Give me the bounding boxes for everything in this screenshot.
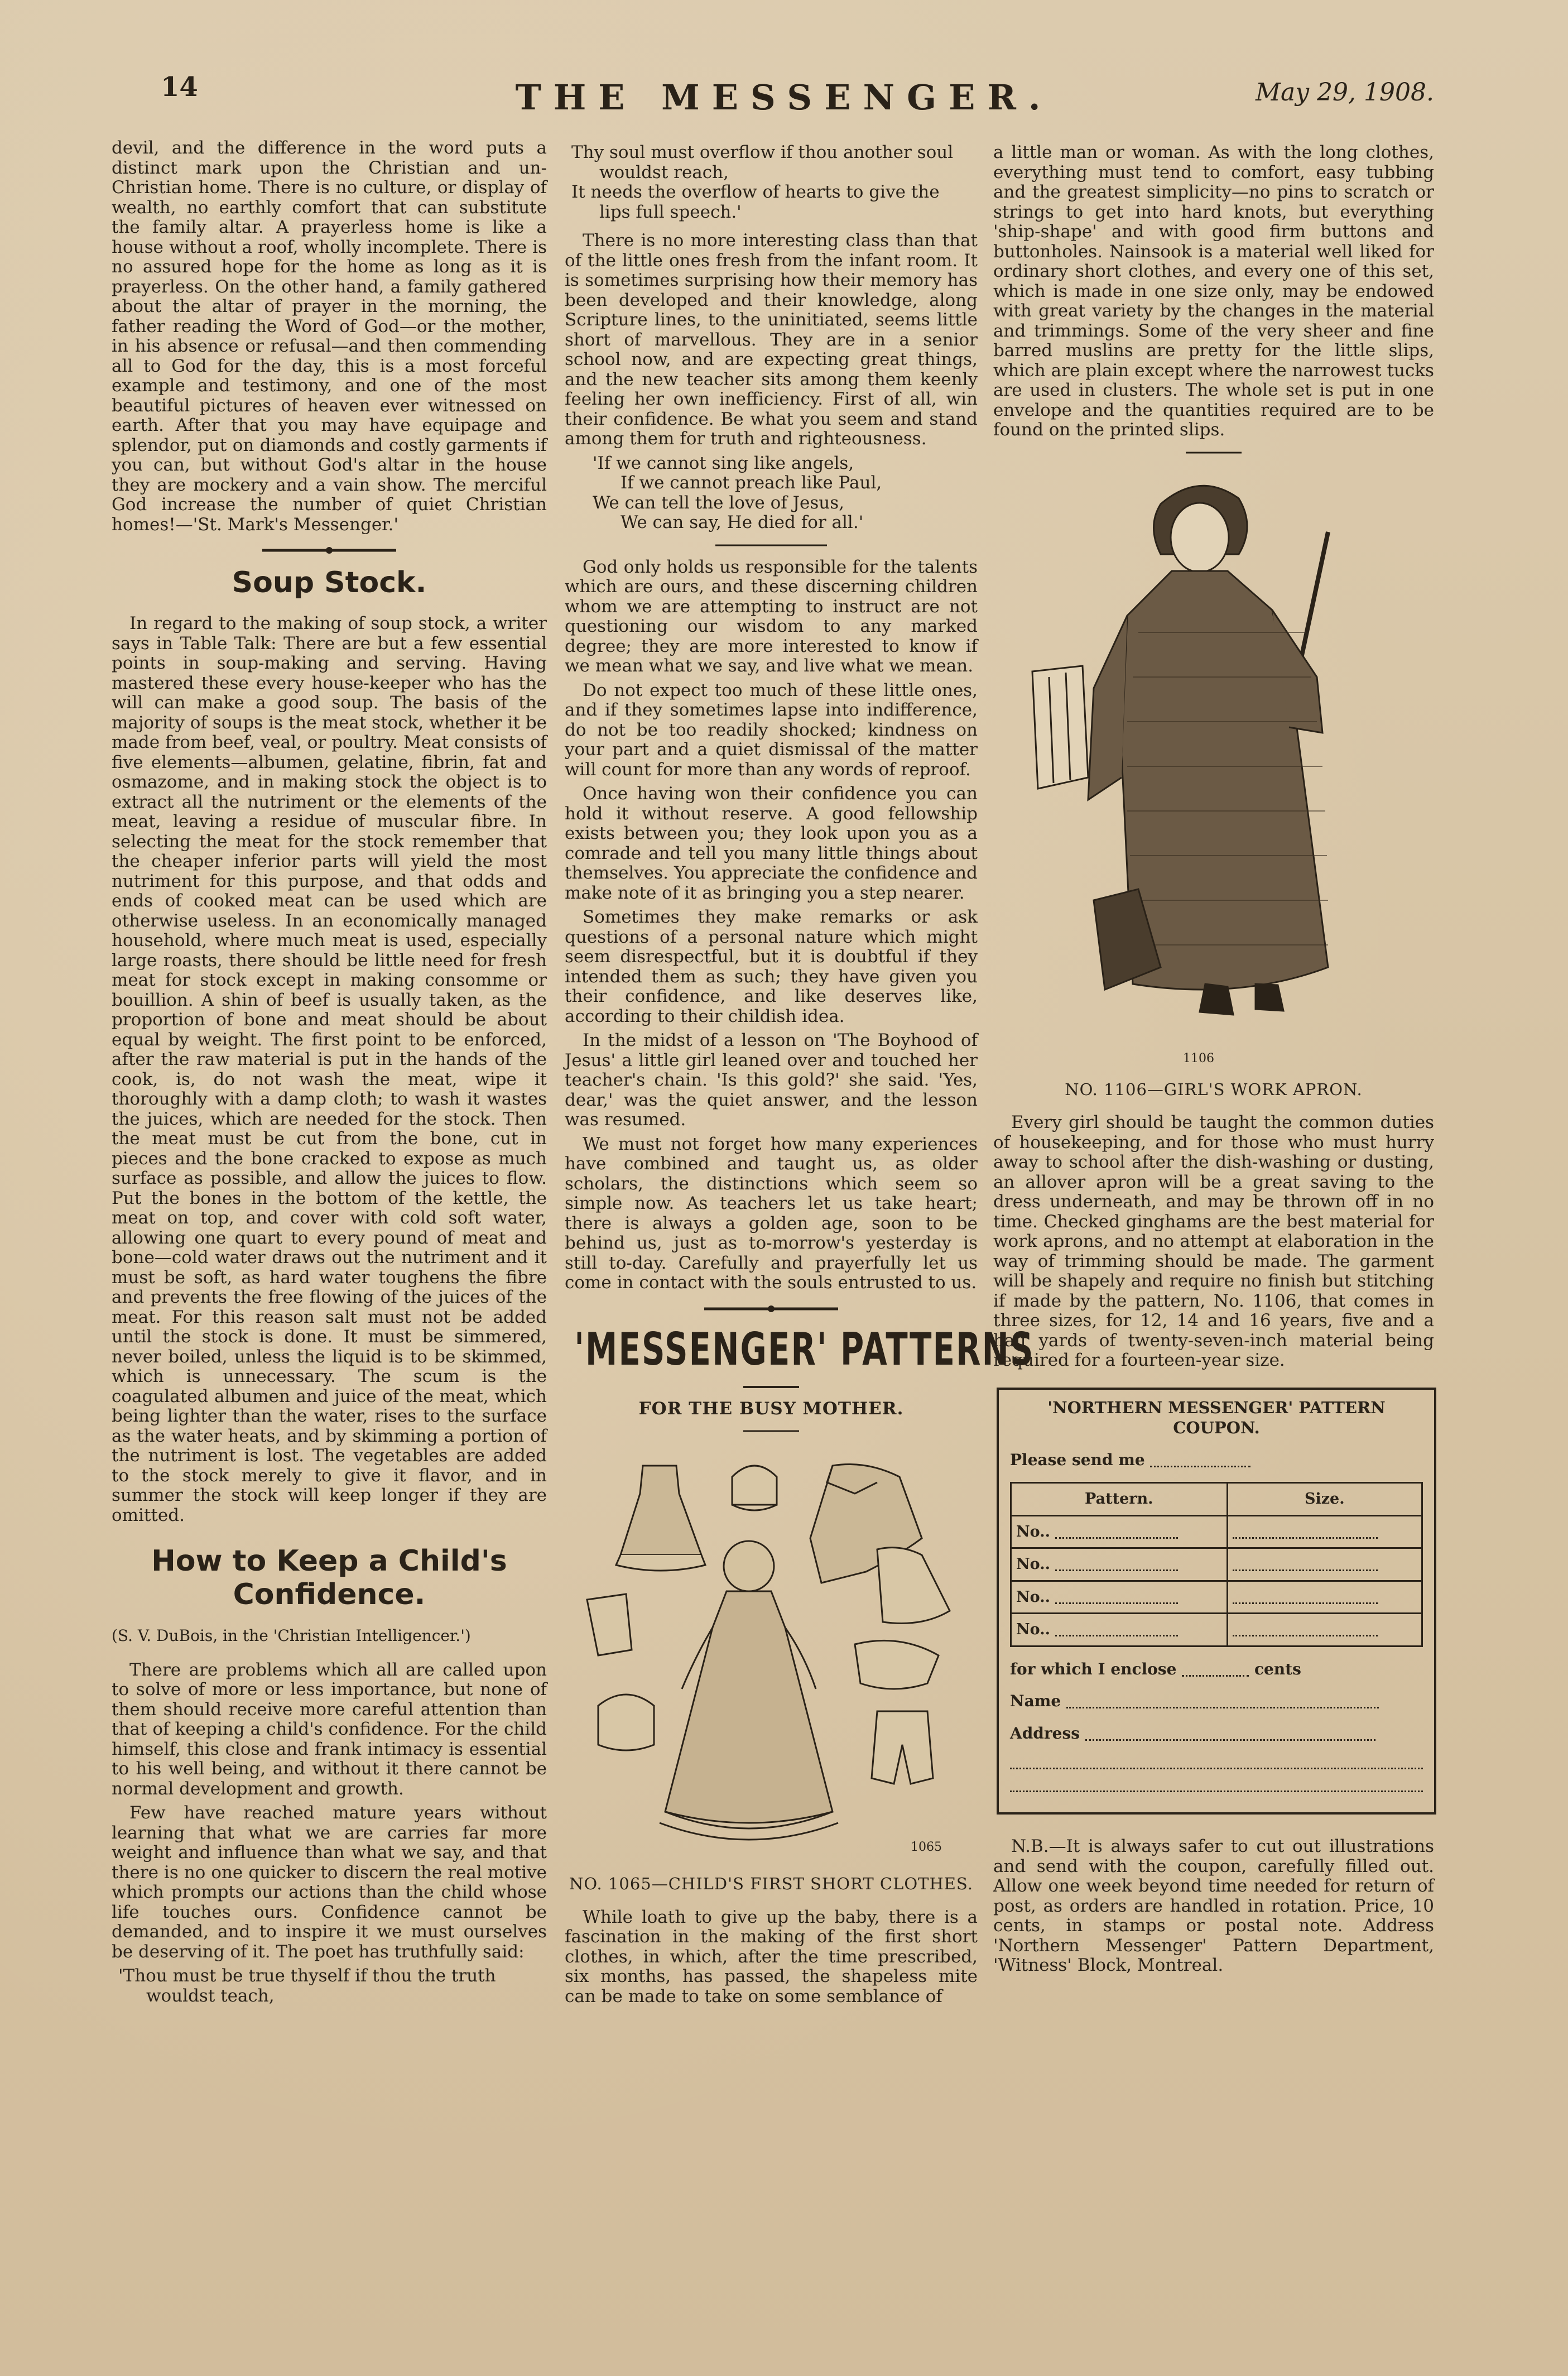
coupon-col-size: Size. <box>1227 1483 1422 1516</box>
coupon-name-line[interactable]: Name <box>1010 1691 1423 1711</box>
issue-date: May 29, 1908. <box>1255 78 1434 107</box>
child-confidence-p9: We must not forget how many experiences have combined and taught us, as older scholars, the distinctions which seem so simple now. As teachers let us take heart; there is always a golden age, soon to be behind us, just as to-morrow's yesterday is still to-day. Carefully and prayerfully let us come in contact with the souls entrusted to us. <box>565 1134 978 1293</box>
child-confidence-p2: Few have reached mature years without learning that what we are carries far more weight and influence than what we say, and that there is no one quicker to discern the real motive which prompts our actions than the child whose life touches ours. Confidence cannot be demanded, and to inspire it we must ourselves be deserving of it. The poet has truthfully said: <box>112 1803 547 1962</box>
poem-quote-continued <box>571 143 978 222</box>
coupon-title: COUPON. <box>1173 1418 1260 1437</box>
patterns-body-p1: While loath to give up the baby, there is a fascination in the making of the first short clothes, in which, after the time prescribed, six months, has passed, the shapeless mite can be made to take on some semblance of <box>565 1907 978 2007</box>
coupon-address-extra-line[interactable] <box>1010 1778 1423 1792</box>
divider-rule <box>1186 450 1242 455</box>
hymn-line: We can tell the love of Jesus, <box>593 492 844 513</box>
poem-line: It needs the overflow of hearts to give the <box>571 182 940 202</box>
coupon-please-send: Please send me <box>1010 1450 1423 1470</box>
poem-line: Thy soul must overflow if thou another soul <box>571 142 954 162</box>
patterns-body-p2: a little man or woman. As with the long clothes, everything must tend to comfort, easy tubbing and the greatest simplicity—no pins to scratch or strings to get into hard knots, but everything 'ship-shape' and with good firm buttons and buttonholes. Nainsook is a material well liked for ordinary short clothes, and every one of this set, which is made in one size only, may be endowed with great variety by the changes in the material and trimmings. Some of the very sheer and fine barred muslins are pretty for the little slips, which are plain except where the narrowest tucks are used in clusters. The whole set is put in one envelope and the quantities required are to be found on the printed slips. <box>993 142 1434 440</box>
soup-stock-heading: Soup Stock. <box>232 566 427 599</box>
coupon-pattern-no[interactable]: No.. <box>1011 1515 1228 1548</box>
divider-rule <box>715 543 827 548</box>
coupon-address-extra-line[interactable] <box>1010 1755 1423 1769</box>
patterns-heading: 'MESSENGER' PATTERNS <box>574 1323 1035 1375</box>
coupon-note: N.B.—It is always safer to cut out illustrations and send with the coupon, carefully filled out. Allow one week beyond time needed for return of post, as orders are handled in rotation. Price, 10 cents, in stamps or postal note. Address 'Northern Messenger' Pattern Department, 'Witness' Block, Montreal. <box>993 1836 1434 1975</box>
coupon-pattern-no[interactable]: No.. <box>1011 1581 1228 1614</box>
coupon-enclose-line[interactable]: for which I enclose cents <box>1010 1659 1301 1678</box>
child-confidence-p8: In the midst of a lesson on 'The Boyhood of Jesus' a little girl leaned over and touched her teacher's chain. 'Is this gold?' she said. 'Yes, dear,' was the quiet answer, and the lesson was resumed. <box>565 1030 978 1130</box>
coupon-address-line[interactable]: Address <box>1010 1724 1423 1744</box>
apron-body: Every girl should be taught the common duties of housekeeping, and for those who must hurry away to school after the dish-washing or dusting, an allover apron will be a great saving to the dress underneath, and may be thrown off in no time. Checked ginghams are the best material for work aprons, and no attempt at elaboration in the way of trimming should be made. The garment will be shapely and require no finish but stitching if made by the pattern, No. 1106, that comes in three sizes, for 12, 14 and 16 years, five and a half yards of twenty-seven-inch material being required for a fourteen-year size. <box>993 1112 1434 1370</box>
coupon-size-cell[interactable] <box>1227 1614 1422 1647</box>
coupon-size-cell[interactable] <box>1227 1548 1422 1581</box>
poem-quote <box>118 1966 547 2006</box>
hymn-line: We can say, He died for all.' <box>621 512 864 532</box>
coupon-pattern-table <box>1010 1482 1423 1647</box>
divider-rule <box>704 1303 838 1314</box>
masthead-title: THE MESSENGER. <box>515 77 1053 118</box>
child-confidence-p3: There is no more interesting class than that of the little ones fresh from the infant room. It is sometimes surprising how their memory has been developed and their knowledge, along Scripture lines, to the uninitiated, seems little short of marvellous. They are in a senior school now, and are expecting great things, and the new teacher sits among them keenly feeling her own inefficiency. First of all, win their confidence. Be what you seem and stand among them for truth and righteousness. <box>565 231 978 449</box>
pattern-coupon[interactable] <box>997 1388 1436 1815</box>
poem-line: 'Thou must be true thyself if thou the truth <box>118 1966 496 1986</box>
poem-line: wouldst reach, <box>599 162 729 183</box>
coupon-size-cell[interactable] <box>1227 1515 1422 1548</box>
coupon-title: 'NORTHERN MESSENGER' PATTERN <box>1047 1398 1386 1417</box>
patterns-subheading: FOR THE BUSY MOTHER. <box>638 1398 904 1419</box>
child-confidence-p4: God only holds us responsible for the talents which are ours, and these discerning children whom we are attempting to instruct are not questioning our wisdom to any marked degree; they are more interested to know if we mean what we say, and live what we mean. <box>565 556 978 676</box>
column-2 <box>565 142 1035 2011</box>
column-1 <box>112 138 547 2015</box>
figure-number: 1106 <box>1183 1051 1214 1065</box>
figure-1065-caption: NO. 1065—CHILD'S FIRST SHORT CLOTHES. <box>569 1874 973 1893</box>
child-confidence-p5: Do not expect too much of these little ones, and if they sometimes lapse into indifference, do not be too readily shocked; kindness on your part and a quiet dismissal of the matter will count for more than any words of reproof. <box>565 680 978 780</box>
hymn-quote <box>593 454 978 533</box>
column-3 <box>993 143 1434 1980</box>
coupon-pattern-no[interactable]: No.. <box>1011 1614 1228 1647</box>
figure-number: 1065 <box>911 1840 942 1854</box>
girls-work-apron-illustration <box>993 465 1434 1073</box>
page-header <box>0 71 1568 133</box>
soup-stock-body: In regard to the making of soup stock, a writer says in Table Talk: There are but a few essential points in soup-making and serving. Having mastered these every house-keeper who has the will can make a good soup. The basis of the majority of soups is the meat stock, whether it be made from beef, veal, or poultry. Meat consists of five elements—albumen, gelatine, fibrin, fat and osmazome, and in making stock the object is to extract all the nutriment or the elements of the meat, leaving a residue of muscular fibre. In selecting the meat for the stock remember that the cheaper inferior parts will yield the most nutriment for this purpose, and that odds and ends of cooked meat can be used which are otherwise useless. In an economically managed household, where much meat is used, especially large roasts, there should be little need for fresh meat for stock except in making consomme or bouillion. A shin of beef is usually taken, as the proportion of bone and meat should be about equal by weight. The first point to be enforced, after the raw material is put in the hands of the cook, is, do not wash the meat, wipe it thoroughly with a damp cloth; to wash it wastes the juices, which are needed for the stock. Then the meat must be cut from the bone, cut in pieces and the bone cracked to expose as much surface as possible, and allow the juices to flow. Put the bones in the bottom of the kettle, the meat on top, and cover with cold soft water, allowing one quart to every pound of meat and bone—cold water draws out the nutriment and it must be soft, as hard water toughens the fibre and prevents the free flowing of the juices of the meat. For this reason salt must not be added until the stock is done. It must be simmered, never boiled, unless the liquid is to be skimmed, which is unnecessary. The scum is the coagulated albumen and juice of the meat, which being lighter than the water, rises to the surface as the water heats, and by skimming a portion of the nutriment is lost. The vegetables are added to the stock merely to give it flavor, and in summer the stock will keep longer if they are omitted. <box>112 613 547 1525</box>
coupon-size-cell[interactable] <box>1227 1581 1422 1614</box>
divider-rule <box>743 1385 799 1389</box>
poem-line: wouldst teach, <box>146 1985 275 2006</box>
child-confidence-p7: Sometimes they make remarks or ask questions of a personal nature which might seem disrespectful, but it is doubtful if they intended them as such; they have given you their confidence, and like deserves like, according to their childish idea. <box>565 907 978 1026</box>
divider-rule <box>262 545 396 556</box>
article-continuation: devil, and the difference in the word puts a distinct mark upon the Christian and un-Christian home. There is no culture, or display of wealth, no earthly comfort that can substitute the family altar. A prayerless home is like a house without a roof, wholly incomplete. There is no assured hope for the home as long as it is prayerless. On the other hand, a family gathered about the altar of prayer in the morning, the father reading the Word of God—or the mother, in his absence or refusal—and then commending all to God for the day, this is a most forceful example and testimony, and one of the most beautiful pictures of heaven ever witnessed on earth. After that you may have equipage and splendor, put on diamonds and costly garments if you can, but without God's altar in the house they are mockery and a vain show. The merciful God increase the number of quiet Christian homes!—'St. Mark's Messenger.' <box>112 138 547 535</box>
child-confidence-p1: There are problems which all are called upon to solve of more or less importance, but none of them should receive more careful attention than that of keeping a child's confidence. For the child himself, this close and frank intimacy is essential to his well being, and without it there cannot be normal development and growth. <box>112 1659 547 1799</box>
hymn-line: 'If we cannot sing like angels, <box>593 453 854 473</box>
child-confidence-p6: Once having won their confidence you can hold it without reserve. A good fellowship exists between you; they look upon you as a comrade and tell you many little things about themselves. You appreciate the confidence and make note of it as bringing you a step nearer. <box>565 784 978 903</box>
hymn-line: If we cannot preach like Paul, <box>621 473 882 493</box>
child-confidence-heading: How to Keep a Child's Confidence. <box>151 1544 507 1611</box>
child-short-clothes-illustration <box>565 1443 978 1868</box>
coupon-pattern-no[interactable]: No.. <box>1011 1548 1228 1581</box>
poem-line: lips full speech.' <box>599 201 742 222</box>
divider-rule <box>743 1429 799 1433</box>
coupon-col-pattern: Pattern. <box>1011 1483 1228 1516</box>
child-confidence-byline: (S. V. DuBois, in the 'Christian Intelligencer.') <box>112 1626 471 1645</box>
page-number: 14 <box>161 71 198 103</box>
figure-1106-caption: NO. 1106—GIRL'S WORK APRON. <box>1065 1079 1363 1099</box>
